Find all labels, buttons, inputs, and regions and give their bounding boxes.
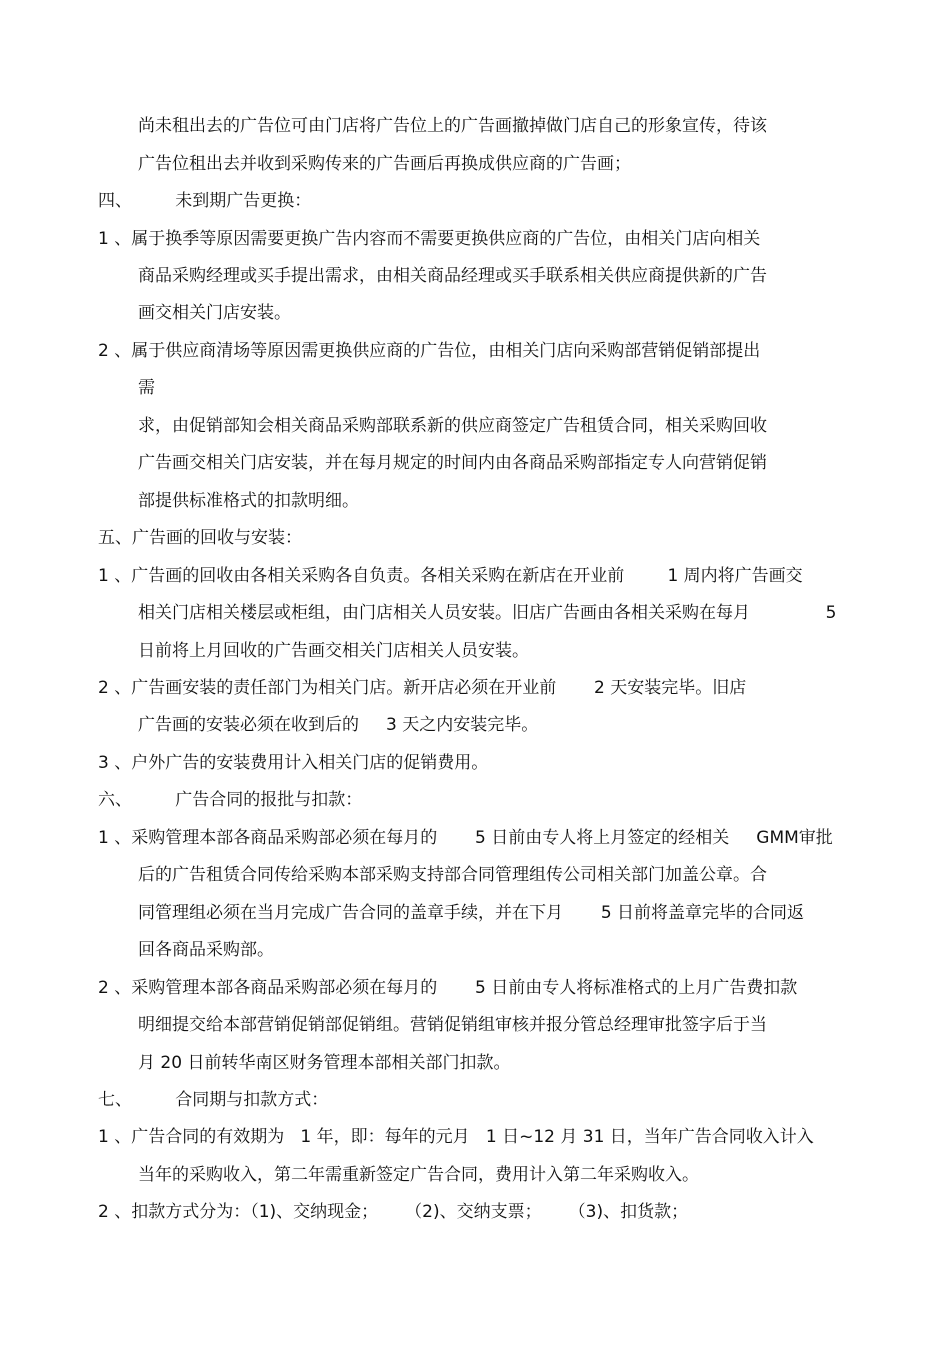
text-line: 后的广告租赁合同传给采购本部采购支持部合同管理组传公司相关部门加盖公章。合 bbox=[138, 865, 767, 885]
text-line: 需 bbox=[138, 378, 155, 398]
list-item: 2 、采购管理本部各商品采购部必须在每月的 5 日前由专人将标准格式的上月广告费扣款 bbox=[98, 978, 798, 998]
list-item: 1 、属于换季等原因需要更换广告内容而不需要更换供应商的广告位，由相关门店向相关 bbox=[98, 229, 761, 249]
section-heading: 七、 合同期与扣款方式： bbox=[98, 1090, 329, 1110]
section-heading: 六、 广告合同的报批与扣款： bbox=[98, 790, 363, 810]
list-item: 1 、采购管理本部各商品采购部必须在每月的 5 日前由专人将上月签定的经相关 GMM审批 bbox=[98, 828, 833, 848]
list-item: 1 、广告合同的有效期为 1 年，即：每年的元月 1 日~12 月 31 日，当年广告合同收入计入 bbox=[98, 1127, 814, 1147]
text-line: 月 20 日前转华南区财务管理本部相关部门扣款。 bbox=[138, 1053, 511, 1073]
section-heading: 五、广告画的回收与安装： bbox=[98, 528, 302, 548]
text-line: 广告位租出去并收到采购传来的广告画后再换成供应商的广告画； bbox=[138, 154, 631, 174]
list-item: 2 、属于供应商清场等原因需更换供应商的广告位，由相关门店向采购部营销促销部提出 bbox=[98, 341, 761, 361]
text-line: 求，由促销部知会相关商品采购部联系新的供应商签定广告租赁合同，相关采购回收 bbox=[138, 416, 767, 436]
list-item: 1 、广告画的回收由各相关采购各自负责。各相关采购在新店在开业前 1 周内将广告画交 bbox=[98, 566, 803, 586]
text-line: 回各商品采购部。 bbox=[138, 940, 274, 960]
text-line: 当年的采购收入，第二年需重新签定广告合同，费用计入第二年采购收入。 bbox=[138, 1165, 699, 1185]
text-line: 相关门店相关楼层或柜组，由门店相关人员安装。旧店广告画由各相关采购在每月 5 bbox=[138, 603, 837, 623]
text-line: 商品采购经理或买手提出需求，由相关商品经理或买手联系相关供应商提供新的广告 bbox=[138, 266, 767, 286]
text-line: 部提供标准格式的扣款明细。 bbox=[138, 491, 359, 511]
section-heading: 四、 未到期广告更换： bbox=[98, 191, 312, 211]
list-item: 2 、扣款方式分为：（1)、交纳现金； （2)、交纳支票； （3)、扣货款； bbox=[98, 1202, 689, 1222]
text-line: 同管理组必须在当月完成广告合同的盖章手续，并在下月 5 日前将盖章完毕的合同返 bbox=[138, 903, 805, 923]
text-line: 尚未租出去的广告位可由门店将广告位上的广告画撤掉做门店自己的形象宣传，待该 bbox=[138, 116, 767, 136]
text-line: 明细提交给本部营销促销部促销组。营销促销组审核并报分管总经理审批签字后于当 bbox=[138, 1015, 767, 1035]
text-line: 日前将上月回收的广告画交相关门店相关人员安装。 bbox=[138, 641, 529, 661]
list-item: 2 、广告画安装的责任部门为相关门店。新开店必须在开业前 2 天安装完毕。旧店 bbox=[98, 678, 747, 698]
text-line: 广告画交相关门店安装，并在每月规定的时间内由各商品采购部指定专人向营销促销 bbox=[138, 453, 767, 473]
list-item: 3 、户外广告的安装费用计入相关门店的促销费用。 bbox=[98, 753, 489, 773]
text-line: 广告画的安装必须在收到后的 3 天之内安装完毕。 bbox=[138, 715, 539, 735]
text-line: 画交相关门店安装。 bbox=[138, 303, 291, 323]
